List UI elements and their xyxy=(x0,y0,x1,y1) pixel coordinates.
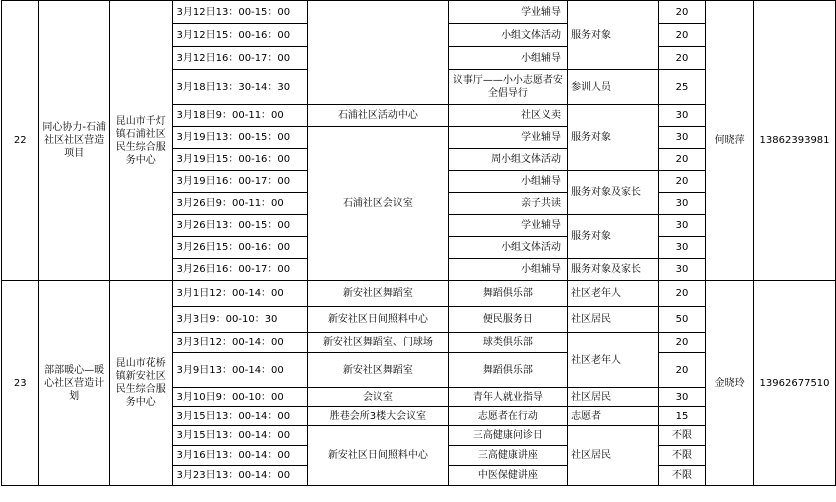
time-cell: 3月12日15：00-16：00 xyxy=(172,24,308,47)
activity-cell: 三高健康问诊日 xyxy=(448,426,567,446)
count-cell: 20 xyxy=(658,24,705,47)
count-cell: 不限 xyxy=(658,446,705,466)
activity-cell: 青年人就业指导 xyxy=(448,388,567,407)
time-cell: 3月3日9：00-10：30 xyxy=(172,307,308,333)
contact-phone: 13862393981 xyxy=(754,1,836,281)
count-cell: 30 xyxy=(658,388,705,407)
time-cell: 3月15日13：00-14：00 xyxy=(172,407,308,426)
time-cell: 3月26日16：00-17：00 xyxy=(172,259,308,281)
activity-cell: 亲子共读 xyxy=(448,193,567,215)
count-cell: 30 xyxy=(658,193,705,215)
time-cell: 3月23日13：00-14：00 xyxy=(172,466,308,486)
project-name: 部部暖心—暖心社区营造计划 xyxy=(39,281,110,486)
activity-cell: 舞蹈俱乐部 xyxy=(448,353,567,388)
time-cell: 3月26日9：00-11：00 xyxy=(172,193,308,215)
time-cell: 3月12日13：00-15：00 xyxy=(172,1,308,24)
time-cell: 3月12日16：00-17：00 xyxy=(172,47,308,70)
time-cell: 3月10日9：00-10：00 xyxy=(172,388,308,407)
count-cell: 不限 xyxy=(658,466,705,486)
venue-cell: 胜巷会所3楼大会议室 xyxy=(308,407,449,426)
count-cell: 20 xyxy=(658,1,705,24)
target-cell: 社区老年人 xyxy=(568,281,659,307)
time-cell: 3月9日13：00-14：00 xyxy=(172,353,308,388)
activity-cell: 小组文体活动 xyxy=(448,237,567,259)
count-cell: 不限 xyxy=(658,426,705,446)
time-cell: 3月3日12：00-14：00 xyxy=(172,333,308,353)
organization: 昆山市千灯镇石浦社区民生综合服务中心 xyxy=(109,1,172,281)
target-cell: 志愿者 xyxy=(568,407,659,426)
target-cell: 社区居民 xyxy=(568,307,659,333)
target-cell: 服务对象 xyxy=(568,215,659,259)
count-cell: 20 xyxy=(658,333,705,353)
venue-cell: 石浦社区活动中心 xyxy=(308,105,449,127)
project-number: 22 xyxy=(2,1,39,281)
time-cell: 3月1日12：00-14：00 xyxy=(172,281,308,307)
venue-cell: 石浦社区会议室 xyxy=(308,127,449,281)
activity-cell: 球类俱乐部 xyxy=(448,333,567,353)
venue-cell: 会议室 xyxy=(308,388,449,407)
target-cell: 社区老年人 xyxy=(568,333,659,388)
count-cell: 30 xyxy=(658,127,705,149)
target-cell: 服务对象 xyxy=(568,105,659,171)
time-cell: 3月19日15：00-16：00 xyxy=(172,149,308,171)
organization: 昆山市花桥镇新安社区民生综合服务中心 xyxy=(109,281,172,486)
activity-cell: 学业辅导 xyxy=(448,1,567,24)
count-cell: 25 xyxy=(658,70,705,105)
activity-cell: 学业辅导 xyxy=(448,127,567,149)
project-name: 同心协力-石浦社区社区营造项目 xyxy=(39,1,110,281)
target-cell: 服务对象及家长 xyxy=(568,259,659,281)
time-cell: 3月18日9：00-11：00 xyxy=(172,105,308,127)
table-row xyxy=(2,281,836,307)
venue-cell: 新安社区日间照料中心 xyxy=(308,307,449,333)
activity-cell: 小组辅导 xyxy=(448,47,567,70)
activity-cell: 便民服务日 xyxy=(448,307,567,333)
activity-schedule-table xyxy=(1,0,836,486)
count-cell: 30 xyxy=(658,259,705,281)
activity-cell: 志愿者在行动 xyxy=(448,407,567,426)
activity-cell: 三高健康讲座 xyxy=(448,446,567,466)
project-number: 23 xyxy=(2,281,39,486)
target-cell: 服务对象 xyxy=(568,1,659,70)
time-cell: 3月19日16：00-17：00 xyxy=(172,171,308,193)
venue-cell: 新安社区舞蹈室 xyxy=(308,281,449,307)
count-cell: 30 xyxy=(658,105,705,127)
count-cell: 20 xyxy=(658,47,705,70)
count-cell: 20 xyxy=(658,171,705,193)
time-cell: 3月18日13：30-14：30 xyxy=(172,70,308,105)
contact-person: 金晓玲 xyxy=(706,281,754,486)
activity-cell: 中医保健讲座 xyxy=(448,466,567,486)
venue-cell: 新安社区舞蹈室、门球场 xyxy=(308,333,449,353)
venue-cell xyxy=(308,1,449,105)
time-cell: 3月19日13：00-15：00 xyxy=(172,127,308,149)
target-cell: 服务对象及家长 xyxy=(568,171,659,215)
time-cell: 3月15日13：00-14：00 xyxy=(172,426,308,446)
time-cell: 3月26日13：00-15：00 xyxy=(172,215,308,237)
venue-cell: 新安社区舞蹈室 xyxy=(308,353,449,388)
target-cell: 社区居民 xyxy=(568,426,659,486)
activity-cell: 舞蹈俱乐部 xyxy=(448,281,567,307)
count-cell: 20 xyxy=(658,149,705,171)
activity-cell: 小组文体活动 xyxy=(448,24,567,47)
target-cell: 参训人员 xyxy=(568,70,659,105)
activity-cell: 周小组文体活动 xyxy=(448,149,567,171)
count-cell: 30 xyxy=(658,237,705,259)
count-cell: 20 xyxy=(658,281,705,307)
time-cell: 3月26日15：00-16：00 xyxy=(172,237,308,259)
count-cell: 50 xyxy=(658,307,705,333)
count-cell: 15 xyxy=(658,407,705,426)
activity-cell: 学业辅导 xyxy=(448,215,567,237)
table-row xyxy=(2,1,836,24)
time-cell: 3月16日13：00-14：00 xyxy=(172,446,308,466)
activity-cell: 社区义卖 xyxy=(448,105,567,127)
activity-cell: 小组辅导 xyxy=(448,171,567,193)
target-cell: 社区居民 xyxy=(568,388,659,407)
count-cell: 20 xyxy=(658,353,705,388)
contact-person: 何晓萍 xyxy=(706,1,754,281)
contact-phone: 13962677510 xyxy=(754,281,836,486)
count-cell: 30 xyxy=(658,215,705,237)
activity-cell: 议事厅——小小志愿者安全倡导行 xyxy=(448,70,567,105)
activity-cell: 小组辅导 xyxy=(448,259,567,281)
venue-cell: 新安社区日间照料中心 xyxy=(308,426,449,486)
